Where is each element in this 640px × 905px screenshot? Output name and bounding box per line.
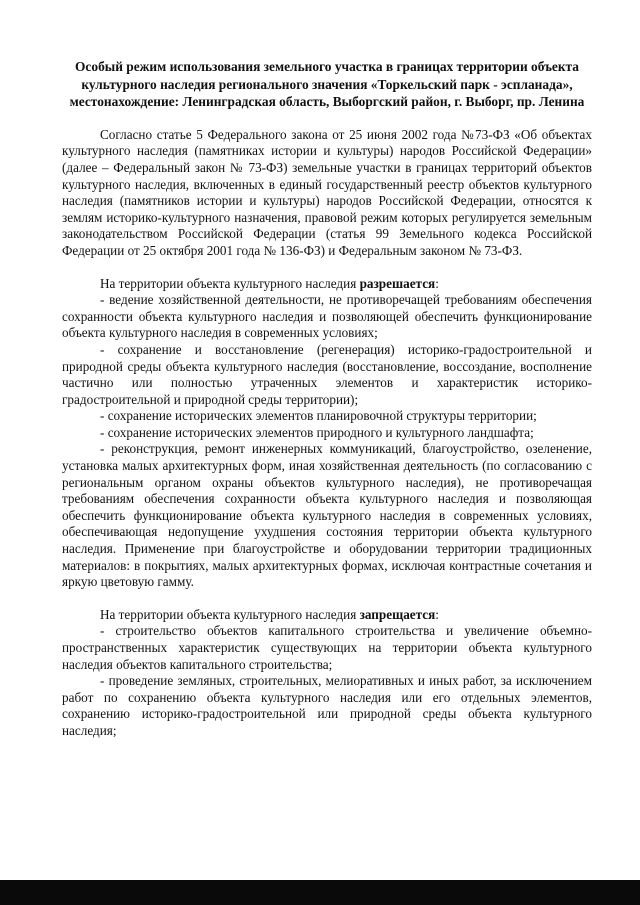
allowed-item: - ведение хозяйственной деятельности, не противоречащей требованиям обеспечения сохранности объекта культурного наследия и позволяющей обеспечить функционирование объекта культурного наследия в современных условиях; — [62, 292, 592, 341]
allowed-item: - сохранение и восстановление (регенерация) историко-градостроительной и природной среды объекта культурного наследия (восстановление, воссоздание, восполнение частично или полностью утраченных элементов и характеристик историко-градостроительной и природной среды территории); — [62, 341, 592, 407]
allowed-item: - сохранение исторических элементов природного и культурного ландшафта; — [100, 424, 534, 440]
forbidden-lead: На территории объекта культурного наследия — [100, 606, 360, 622]
forbidden-item: - проведение земляных, строительных, мелиоративных и иных работ, за исключением работ по сохранению объекта культурного наследия или его отдельных элементов, сохранению историко-градостроительной или природной среды объекта культурного наследия; — [62, 673, 592, 738]
allowed-item: - сохранение исторических элементов планировочной структуры территории; — [100, 408, 537, 424]
forbidden-colon: : — [435, 606, 439, 622]
forbidden-heading — [62, 607, 592, 624]
allowed-keyword: разрешается — [359, 275, 436, 291]
intro-paragraph: Согласно статье 5 Федерального закона от 25 июня 2002 года №73-ФЗ «Об объектах культурного наследия (памятниках истории и культуры) народов Российской Федерации» (далее – Федеральный закон № 73-ФЗ) земельные участки в границах территорий объектов культурного наследия, включенных в единый государственный реестр объектов культурного наследия (памятников истории и культуры) народов Российской Федерации, относятся к землям историко-культурного назначения, правовой режим которых регулируется земельным законодательством Российской Федерации (статья 99 Земельного кодекса Российской Федерации от 25 октября 2001 года № 136-ФЗ) и Федеральным законом № 73-ФЗ. — [62, 126, 592, 258]
allowed-lead: На территории объекта культурного наследия — [100, 275, 360, 291]
allowed-heading — [62, 276, 592, 293]
document-title: Особый режим использования земельного участка в границах территории объекта культурного наследия регионального значения «Торкельский парк - эспланада», местонахождение: Ленинградская область, Выборгский район, г. Выборг, пр. Ленина — [69, 59, 585, 110]
allowed-colon: : — [435, 275, 439, 291]
document-page — [62, 58, 592, 740]
scan-bottom-edge — [0, 880, 640, 905]
forbidden-keyword: запрещается — [359, 606, 436, 622]
forbidden-item: - строительство объектов капитального строительства и увеличение объемно-пространственных характеристик существующих на территории объекта культурного наследия объектов капитального строительства; — [62, 623, 592, 672]
allowed-item: - реконструкция, ремонт инженерных коммуникаций, благоустройство, озеленение, установка малых архитектурных форм, иная хозяйственная деятельность (по согласованию с региональным органом охраны объектов культурного наследия), не противоречащая требованиям обеспечения сохранности объекта культурного наследия и позволяющая обеспечить функционирование объекта культурного наследия в современных условиях, обеспечивающая недопущение ухудшения состояния территории объекта культурного наследия. Применение при благоустройстве и оборудовании территории традиционных материалов: в покрытиях, малых архитектурных формах, исключая контрастные сочетания и яркую цветовую гамму. — [62, 441, 592, 590]
